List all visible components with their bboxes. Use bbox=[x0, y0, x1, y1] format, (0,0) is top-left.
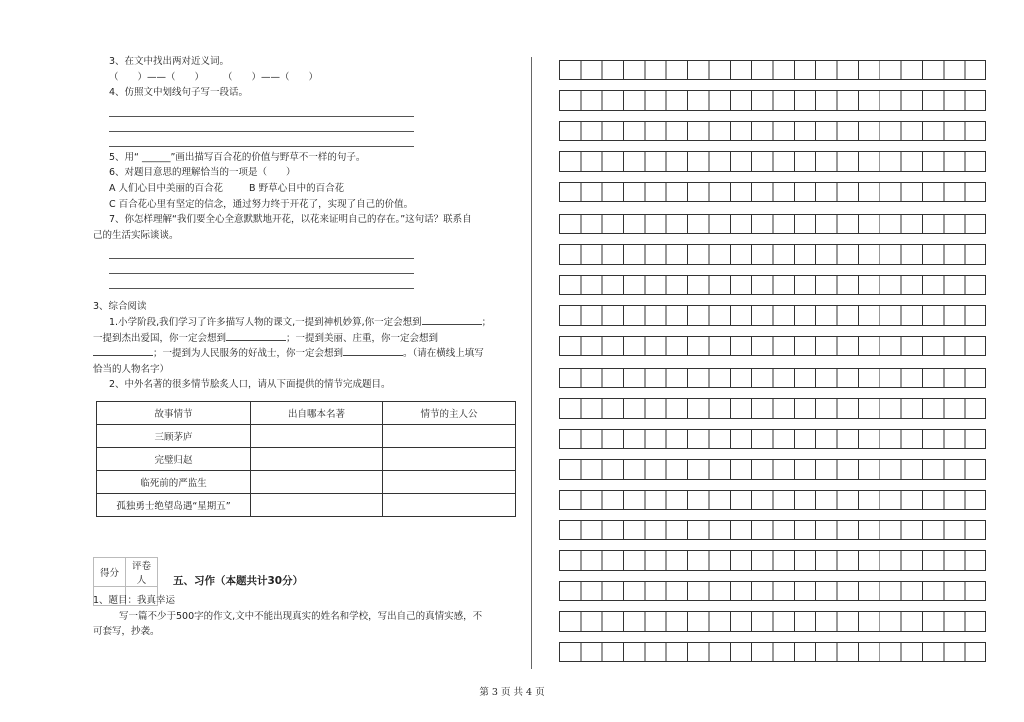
writing-grid-row[interactable] bbox=[559, 244, 986, 264]
comprehensive-p2: 2、中外名著的很多情节脍炙人口，请从下面提供的情节完成题目。 bbox=[109, 379, 391, 391]
writing-grid-row[interactable] bbox=[559, 368, 986, 388]
question-3: 3、在文中找出两对近义词。 bbox=[109, 56, 230, 67]
option-b: B 野草心目中的百合花 bbox=[249, 182, 345, 194]
table-cell: 完璧归赵 bbox=[97, 448, 251, 471]
answer-line bbox=[109, 246, 414, 259]
question-5: 5、用“ ______”画出描写百合花的价值与野草不一样的句子。 bbox=[109, 151, 366, 163]
composition-section bbox=[93, 593, 525, 640]
questions-section bbox=[93, 52, 525, 393]
table-header-row bbox=[97, 402, 516, 425]
writing-grid-row[interactable] bbox=[559, 459, 986, 479]
grader-label: 评卷人 bbox=[126, 558, 158, 587]
answer-line bbox=[109, 261, 414, 274]
writing-grid-block bbox=[559, 60, 986, 202]
writing-grid-row[interactable] bbox=[559, 214, 986, 234]
answer-line bbox=[109, 276, 414, 289]
composition-requirement: 写一篇不少于500字的作文,文中不能出现真实的姓名和学校，写出自己的真情实感，不 bbox=[119, 610, 483, 622]
question-4: 4、仿照文中划线句子写一段话。 bbox=[109, 87, 249, 99]
table-cell[interactable] bbox=[383, 471, 516, 494]
answer-line bbox=[109, 134, 414, 147]
writing-grid-row[interactable] bbox=[559, 550, 986, 570]
column-divider bbox=[531, 57, 532, 669]
writing-grid-block bbox=[559, 520, 986, 662]
plot-table bbox=[96, 401, 516, 517]
table-cell[interactable] bbox=[251, 471, 383, 494]
table-cell[interactable] bbox=[383, 425, 516, 448]
table-header: 出自哪本名著 bbox=[251, 402, 383, 425]
comprehensive-p1-line3: ；一提到为人民服务的好战士，你一定会想到 。（请在横线上填写 bbox=[93, 346, 525, 362]
table-cell[interactable] bbox=[251, 448, 383, 471]
question-6-options-ab bbox=[93, 181, 525, 197]
table-cell[interactable] bbox=[251, 494, 383, 517]
writing-grid-row[interactable] bbox=[559, 429, 986, 449]
option-c: C 百合花心里有坚定的信念，通过努力终于开花了，实现了自己的价值。 bbox=[109, 198, 414, 210]
writing-grid-row[interactable] bbox=[559, 336, 986, 356]
writing-grid-row[interactable] bbox=[559, 151, 986, 171]
fill-blank[interactable] bbox=[422, 315, 482, 325]
table-header: 故事情节 bbox=[97, 402, 251, 425]
option-a: A 人们心目中美丽的百合花 bbox=[109, 182, 224, 194]
writing-grid-row[interactable] bbox=[559, 60, 986, 80]
writing-grid-row[interactable] bbox=[559, 121, 986, 141]
comprehensive-title: 3、综合阅读 bbox=[93, 301, 147, 313]
table-cell: 三顾茅庐 bbox=[97, 425, 251, 448]
answer-line bbox=[109, 104, 414, 117]
composition-requirement-cont: 可套写，抄袭。 bbox=[93, 626, 160, 638]
writing-grid-row[interactable] bbox=[559, 642, 986, 662]
writing-grid-row[interactable] bbox=[559, 611, 986, 631]
fill-blank[interactable] bbox=[226, 331, 286, 341]
score-label: 得分 bbox=[94, 558, 126, 587]
writing-grid-block bbox=[559, 368, 986, 510]
question-6: 6、对题目意思的理解恰当的一项是（ ） bbox=[109, 167, 296, 179]
writing-grid-row[interactable] bbox=[559, 581, 986, 601]
fill-blank[interactable] bbox=[93, 346, 153, 356]
table-cell: 孤独勇士绝望岛遇“星期五” bbox=[97, 494, 251, 517]
fill-blank[interactable] bbox=[343, 346, 403, 356]
writing-grid-row[interactable] bbox=[559, 490, 986, 510]
writing-grid-row[interactable] bbox=[559, 305, 986, 325]
writing-grid-block bbox=[559, 214, 986, 356]
table-row bbox=[97, 494, 516, 517]
question-7: 7、你怎样理解“我们要全心全意默默地开花，以花来证明自己的存在。”这句话？联系自 bbox=[109, 214, 472, 226]
table-row bbox=[97, 448, 516, 471]
page-footer: 第 3 页 共 4 页 bbox=[479, 687, 545, 698]
table-cell: 临死前的严监生 bbox=[97, 471, 251, 494]
table-cell[interactable] bbox=[383, 494, 516, 517]
composition-topic: 1、题目：我真幸运 bbox=[93, 595, 176, 606]
writing-grid-row[interactable] bbox=[559, 182, 986, 202]
question-7-cont: 己的生活实际谈谈。 bbox=[93, 229, 179, 241]
writing-grid-row[interactable] bbox=[559, 398, 986, 418]
section-5-title: 五、习作（本题共计30分） bbox=[173, 575, 304, 587]
writing-grid-row[interactable] bbox=[559, 520, 986, 540]
comprehensive-p1-line2: 一提到杰出爱国，你一定会想到 ；一提到美丽、庄重，你一定会想到 bbox=[93, 332, 439, 344]
table-row bbox=[97, 425, 516, 448]
question-3-pairs: （ ）——（ ） （ ）——（ ） bbox=[109, 71, 319, 83]
writing-grid-row[interactable] bbox=[559, 90, 986, 110]
writing-grid-row[interactable] bbox=[559, 275, 986, 295]
comprehensive-p1: 1.小学阶段,我们学习了许多描写人物的课文,一提到神机妙算,你一定会想到 ； bbox=[109, 316, 492, 328]
comprehensive-p1-line4: 恰当的人物名字） bbox=[93, 363, 170, 375]
table-header: 情节的主人公 bbox=[383, 402, 516, 425]
table-row bbox=[97, 471, 516, 494]
table-cell[interactable] bbox=[383, 448, 516, 471]
table-cell[interactable] bbox=[251, 425, 383, 448]
answer-line bbox=[109, 119, 414, 132]
